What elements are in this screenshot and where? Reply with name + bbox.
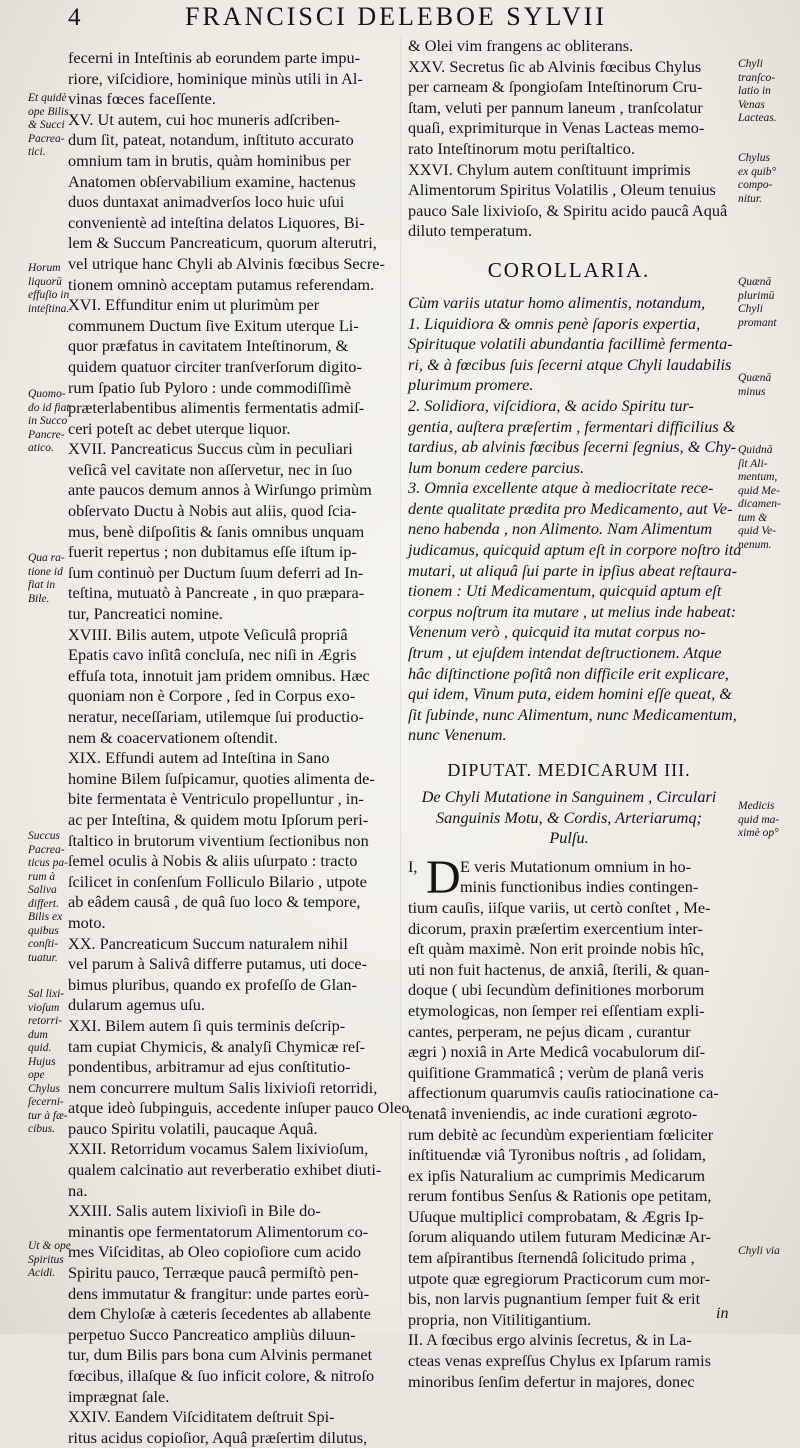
text-line: ri, & à fœcibus ſuis ſecerni atque Chyli laudabilis — [408, 354, 732, 374]
text-line: tionem omninò acceptam putamus referendam. — [68, 274, 375, 294]
text-line: nunc Venenum. — [408, 725, 507, 745]
margin-note-line: promant — [738, 316, 777, 329]
text-line: XVI. Effunditur enim ut plurimùm per — [68, 295, 320, 315]
text-line: 3. Omnia excellente atque à mediocritate rece- — [408, 478, 714, 498]
text-line: Cùm variis utatur homo alimentis, notandum, — [408, 292, 706, 312]
margin-note-line: Ut & ope — [28, 1240, 71, 1252]
margin-note-line: Venas — [738, 98, 765, 111]
left-column — [68, 48, 410, 1448]
text-line: Anatomen obſervabilium examine, hactenus — [68, 171, 356, 191]
disputation-heading: DIPUTAT. MEDICARUM III. — [447, 760, 691, 780]
gutter-shade — [400, 36, 401, 1316]
text-line: Spiritu pauco, Terræque paucâ permiſtò pen- — [68, 1263, 359, 1283]
margin-note-line: Acidi. — [28, 1267, 56, 1279]
text-line: ſtrum , ut ejuſdem intendat deſtructionem. Atque — [408, 643, 722, 663]
text-line: XXIV. Eandem Viſciditatem deſtruit Spi- — [68, 1407, 335, 1427]
margin-note-line: Qua ra- — [28, 552, 65, 564]
text-line: propria, non Vitilitigantium. — [408, 1309, 592, 1329]
text-line: rato Inteſtinorum motu periſtaltico. — [408, 138, 635, 158]
text-line: ritus acidus copioſior, Aquâ præſertim dilutus, — [68, 1427, 368, 1447]
margin-note — [738, 444, 781, 552]
text-line: quiſitione Grammaticâ ; verùm de planâ veris — [408, 1062, 704, 1082]
margin-note-line: quibus — [28, 924, 59, 937]
margin-note-line: Spiritus — [28, 1253, 64, 1266]
margin-note-line: Chylus — [738, 152, 770, 164]
margin-note-line: Saliva — [28, 884, 57, 896]
margin-note-line: liquorū — [28, 275, 62, 288]
text-line: obſervato Ductu à Nobis aut aliis, quod ſcia- — [68, 501, 357, 521]
text-line: eſt quàm maximè. Non erit proinde nobis hîc, — [408, 939, 705, 959]
text-line: ab eâdem causâ , de quâ ſuo loco & tempore, — [68, 892, 361, 912]
margin-note-line: tuatur. — [28, 951, 58, 964]
text-line: ſorum aliquando utilem futuram Medicinæ Ar- — [408, 1227, 712, 1247]
margin-note-line: Pacrea- — [28, 132, 65, 145]
text-line: etymologicas, non ſemper rei eſſentiam expli- — [408, 1000, 705, 1020]
text-line: XV. Ut autem, cui hoc muneris adſcriben- — [68, 109, 340, 129]
margin-note — [28, 388, 70, 456]
text-line: mutari, ut aliquâ ſui parte in ipſius abeat reſtaura- — [408, 560, 738, 580]
text-line: moto. — [68, 912, 106, 932]
text-line: quor præfatus in cavitatem Inteſtinorum, & — [68, 336, 349, 356]
text-line: vel parum à Salivâ differre putamus, uti doce- — [68, 954, 367, 974]
text-line: dicorum, praxin præſertim exercentium inter- — [408, 918, 703, 938]
text-line: pauco Spiritu volatili, paucaque Aquâ. — [68, 1118, 318, 1138]
text-line: XXIII. Salis autem lixivioſi in Bile do- — [68, 1201, 321, 1221]
text-line: pondentibus, arbitramur ad ejus conſtitutio- — [68, 1057, 351, 1077]
text-line: lem & Succum Pancreaticum, quorum alterutri, — [68, 233, 377, 253]
margin-note-line: quid Me- — [738, 484, 780, 497]
margin-note — [738, 58, 777, 126]
margin-note-line: ticus pa- — [28, 857, 68, 869]
margin-note-line: Pancre- — [28, 428, 65, 441]
margin-note-line: Et quidè — [28, 92, 67, 104]
text-line: fuerit repertus ; non dubitamus eſſe iſtum ip- — [68, 542, 357, 562]
text-line: XXVI. Chylum autem conſtituunt imprimis — [408, 159, 691, 179]
text-line: qui idem, Vinum puta, eidem homini eſſe queat, & — [408, 684, 732, 704]
margin-note-line: Succus — [28, 830, 60, 842]
margin-note-line: tione id — [28, 565, 63, 578]
text-line: inſtituendæ viâ Tyronibus noſtris , ad ſolidam, — [408, 1145, 706, 1165]
text-line: tur, dum Bilis pars bona cum Alvinis permanet — [68, 1345, 373, 1365]
margin-note-line: Chylus — [28, 1082, 60, 1095]
text-line: 1. Liquidiora & omnis penè ſaporis expertia, — [408, 313, 701, 333]
text-line: ceri poteſt ac debet uterque liquor. — [68, 418, 291, 438]
text-line: gentia, auſtera præſertim , fermentari difficilius & — [408, 416, 736, 436]
text-line: affectionum quarumvis cauſis ratiocinatione ca- — [408, 1083, 719, 1103]
margin-note-line: nitur. — [738, 192, 762, 205]
text-line: E veris Mutationum omnium in ho- — [460, 856, 692, 876]
text-line: quoniam non è Corpore , ſed in Corpus exo- — [68, 686, 356, 706]
text-line: neratur, neceſſariam, utilemque ſui productio- — [68, 707, 364, 726]
text-line: lum bonum cedere parcius. — [408, 457, 585, 477]
text-line: per carneam & ſpongioſam Inteſtinorum Cru- — [408, 77, 703, 97]
text-line: tardius, ab alvinis fœcibus ſecerni ſegnius, & Chy- — [408, 437, 737, 457]
margin-note-line: quid. — [28, 1042, 52, 1054]
margin-note-line: ſit Ali- — [738, 457, 768, 470]
text-line: dente qualitate prædita pro Medicamento, aut Ve- — [408, 498, 733, 518]
text-line: qualem calcinatio aut reverberatio exhibet diuti- — [68, 1160, 382, 1180]
margin-note — [738, 1245, 780, 1259]
text-line: rerum fontibus Senſus & Rationis ope petitam, — [408, 1186, 712, 1206]
margin-note — [28, 262, 69, 316]
margin-note-line: latio in — [738, 85, 771, 97]
text-line: II. A fœcibus ergo alvinis ſecretus, & in La- — [408, 1330, 692, 1350]
text-line: XXV. Secretus ſic ab Alvinis fœcibus Chylus — [408, 56, 702, 76]
text-line: minis functionibus indies contingen- — [460, 877, 699, 897]
text-line: ſtaltico in brutorum viventium ſectionibus non — [68, 830, 369, 850]
margin-note-line: mentum, — [738, 471, 778, 483]
text-line: & Olei vim frangens ac obliterans. — [408, 36, 634, 55]
section-one-numeral: I, — [408, 856, 418, 876]
text-line: nem & coacervationem oſtendit. — [68, 727, 278, 747]
text-line: tur, Pancreatici nomine. — [68, 604, 223, 624]
text-line: tenatâ inveniendis, ac inde curationi ægroto- — [408, 1103, 698, 1123]
text-line: effuſa tota, innotuit jam pridem omnibus. Hæc — [68, 665, 370, 685]
margin-note-line: vioſum — [28, 1001, 60, 1014]
margin-note-line: tici. — [28, 146, 46, 158]
margin-note-line: ope — [28, 1069, 45, 1081]
text-line: mes Viſciditas, ab Oleo copioſiore cum acido — [68, 1242, 362, 1262]
text-line: ex ipſis Naturalium ac cumprimis Medicarum — [408, 1165, 706, 1185]
text-line: plurimum promere. — [408, 375, 534, 395]
margin-note-line: nenum. — [738, 538, 772, 551]
margin-note-line: Bilis ex — [28, 911, 63, 923]
margin-note-line: dum — [28, 1028, 48, 1041]
text-line: fecerni in Inteſtinis ab eorundem parte impu- — [68, 48, 361, 67]
section-one-opening — [408, 850, 730, 904]
text-line: XXII. Retorridum vocamus Salem lixivioſum, — [68, 1139, 369, 1159]
text-line: ſtam, veluti per pannum laneum , tranſcolatur — [408, 97, 703, 117]
text-line: præterlabentibus alimentis fermentatis admiſ- — [68, 398, 365, 418]
margin-note — [738, 372, 771, 399]
text-line: tam cupiat Chymicis, & analyſi Chymicæ reſ- — [68, 1036, 366, 1056]
text-line: tem aſpirantibus ſternendâ ſolicitudo prima , — [408, 1248, 695, 1268]
text-line: utpote quæ egregiorum Practicorum cum mor- — [408, 1268, 711, 1288]
text-line: tium cauſis, iiſque variis, ut certò conſtet , Me- — [408, 897, 711, 917]
margin-note — [28, 92, 69, 160]
text-line: neno habenda , non Alimento. Nam Alimentum — [408, 519, 713, 539]
margin-note-line: retorri- — [28, 1015, 63, 1027]
text-line: XIX. Effundi autem ad Inteſtina in Sano — [68, 748, 330, 768]
margin-note-line: rum à — [28, 870, 56, 883]
text-line: fœcibus, illaſque & ſuo inficit colore, & nitroſo — [68, 1366, 375, 1385]
margin-note-line: Quidnā — [738, 444, 773, 456]
margin-note-line: minus — [738, 385, 766, 398]
margin-note-line: Bile. — [28, 592, 50, 605]
margin-note-line: conſti- — [28, 938, 59, 950]
margin-note-line: ximè op° — [738, 827, 779, 839]
text-line: quidem quatuor circiter tranſverſorum digito- — [68, 356, 362, 376]
text-line: imprægnat ſale. — [68, 1386, 170, 1406]
margin-note-line: Chyli — [738, 58, 763, 70]
text-line: vinas fœces faceſſente. — [68, 89, 216, 109]
text-line: bite fermentata è Ventriculo propelluntur , in- — [68, 789, 364, 809]
margin-note-line: dicamen- — [738, 498, 781, 510]
running-head: FRANCISCI DELEBOE SYLVII — [185, 2, 608, 31]
margin-note — [28, 552, 65, 606]
margin-note-line: & Succi — [28, 119, 65, 131]
text-line: corpus noſtrum ita mutare , ut melius inde habeat: — [408, 601, 737, 621]
text-line: perpetuo Succo Pancreatico ampliùs diluun- — [68, 1324, 356, 1344]
text-line: bis, non larvis pugnantium ſemper fuit & erit — [408, 1289, 701, 1309]
text-line: riore, viſcidiore, hominique minùs utili in Al- — [68, 68, 363, 88]
right-column — [408, 36, 742, 1392]
text-line: Venenum verò , quicquid ita mutat corpus no- — [408, 622, 706, 642]
margin-note-line: ope Bilis — [28, 105, 69, 118]
margin-note — [738, 276, 777, 330]
text-line: rum ſpatio ſub Pyloro : unde commodiſſimè — [68, 377, 352, 397]
text-line: ſit ſubinde, nunc Alimentum, nunc Medicamentum, — [408, 704, 737, 724]
catchword: in — [716, 1305, 729, 1322]
margin-note — [738, 800, 779, 841]
margin-note-line: Sal lixi- — [28, 988, 65, 1000]
text-line: dularum agemus uſu. — [68, 995, 206, 1015]
text-line: convenientè ad inteſtina delatos Liquores, Bi- — [68, 212, 365, 232]
text-line: XXI. Bilem autem ſi quis terminis deſcrip- — [68, 1015, 346, 1035]
margin-note-line: differt. — [28, 897, 59, 910]
margin-note-line: tur à fæ- — [28, 1109, 68, 1122]
text-line: XVIII. Bilis autem, utpote Veſiculâ propriâ — [68, 624, 348, 644]
text-line: ſemel oculis à Nobis & aliis uſurpato : tracto — [68, 851, 358, 871]
text-line: ſcilicet in conſenſum Folliculo Bilario , utpote — [68, 871, 367, 891]
text-line: hâc diſtinctione poſitâ non difficile erit explicare, — [408, 663, 729, 683]
drop-cap: D — [426, 850, 461, 904]
margin-note-line: quid Ve- — [738, 525, 777, 537]
text-line: cteas venas expreſſus Chylus ex Ipſarum ramis — [408, 1351, 711, 1371]
margin-note-line: Hujus — [28, 1055, 56, 1068]
text-line: teſtina, mutuatò à Pancreate , in quo præpara- — [68, 583, 365, 603]
text-line: vel utrique hanc Chyli ab Alvinis fœcibus Secre- — [68, 253, 385, 273]
margin-note-line: plurimū — [738, 289, 775, 302]
margin-note — [28, 988, 68, 1137]
text-line: nem concurrere multum Salis lixivioſi retorridi, — [68, 1077, 378, 1097]
margin-note-line: Quomo- — [28, 388, 66, 400]
text-line: ac per Inteſtina, & quidem motu Ipſorum peri- — [68, 809, 369, 829]
margin-note-line: fiat in — [28, 579, 56, 591]
margin-note-line: effuſio in — [28, 289, 70, 301]
margin-note-line: ſecerni- — [28, 1096, 64, 1108]
margin-note-line: compo- — [738, 179, 773, 191]
text-line: mus, benè diſpoſitis & ſanis omnibus unquam — [68, 521, 365, 541]
text-line: Epatis cavo inſitâ concluſa, nec niſi in Ægris — [68, 645, 357, 665]
margin-note-line: tranſco- — [738, 71, 776, 84]
margin-note-line: in Succo — [28, 415, 68, 427]
text-line: dens immutatur & frangitur: unde partes eorù- — [68, 1283, 370, 1303]
text-line: quaſi, exprimiturque in Venas Lacteas memo- — [408, 118, 705, 138]
text-line: tionem : Uti Medicamentum, quicquid aptum eſt — [408, 581, 722, 601]
text-line: judicamus, quicquid aptum eſt in corpore noſtro ita — [408, 540, 742, 560]
text-line: Sanguinis Motu, & Cordis, Arteriarumq; — [436, 807, 702, 827]
margin-note-line: Medicis — [738, 800, 775, 812]
margin-note-line: quid ma- — [738, 813, 780, 826]
text-line: pauco Sale lixivioſo, & Spiritu acido paucâ Aquâ — [408, 200, 728, 220]
margin-note — [28, 830, 68, 965]
text-line: Alimentorum Spiritus Volatilis , Oleum tenuius — [408, 180, 716, 200]
text-line: veſicâ vel cavitate non aſſervetur, nec in ſuo — [68, 459, 353, 479]
text-line: XX. Pancreaticum Succum naturalem nihil — [68, 933, 348, 953]
text-line: De Chyli Mutatione in Sanguinem , Circulari — [421, 787, 717, 806]
text-line: duos duntaxat animadverſos loco huic uſui — [68, 192, 345, 212]
text-line: XVII. Pancreaticus Succus cùm in peculiari — [68, 439, 353, 459]
corollaria-heading: COROLLARIA. — [487, 257, 651, 282]
text-line: ægri ) noxiâ in Arte Medicâ vocabulorum diſ- — [408, 1042, 706, 1062]
margin-note — [738, 152, 776, 206]
text-line: uti non fuit hactenus, de anxiâ, ſterili, & quan- — [408, 959, 710, 979]
text-line: homine Bilem ſuſpicamur, quoties alimenta de- — [68, 768, 375, 788]
text-line: cantes, perperam, ne pejus dicam , curantur — [408, 1021, 691, 1041]
text-line: na. — [68, 1180, 88, 1200]
margin-note-line: Horum — [28, 262, 61, 274]
text-line: 2. Solidiora, viſcidiora, & acido Spiritu tur- — [408, 395, 694, 415]
margin-note-line: Quænā — [738, 276, 772, 288]
margin-note-line: do id fiat — [28, 401, 70, 414]
text-line: Uſuque multiplici comprobatam, & Ægris Ip- — [408, 1206, 704, 1226]
margin-note-line: cibus. — [28, 1123, 56, 1135]
page-number: 4 — [68, 4, 81, 31]
text-line: bimus pluribus, quando ex profeſſo de Glan- — [68, 974, 357, 994]
text-line: ante paucos demum annos à Wirſungo primùm — [68, 480, 372, 500]
margin-note-line: tum & — [738, 511, 768, 524]
margin-note-line: atico. — [28, 442, 54, 454]
text-line: atque ideò ſubpinguis, accedente inſuper pauco Oleo — [68, 1098, 410, 1118]
text-line: minantis ope fermentatorum Alimentorum co- — [68, 1221, 369, 1241]
margin-note-line: inteſtina. — [28, 302, 70, 315]
margin-note-line: ex quib° — [738, 165, 777, 178]
margin-note-line: Lacteas. — [738, 112, 777, 124]
text-line: rum debitè ac ſecundùm experientiam fœliciter — [408, 1124, 714, 1144]
text-line: dem Chyloſæ à cæteris ſecedentes ab allabente — [68, 1304, 371, 1324]
margin-note-line: Chyli via — [738, 1245, 780, 1257]
margin-note — [28, 1240, 71, 1281]
margin-note-line: Pacrea- — [28, 843, 65, 856]
text-line: communem Ductum ſive Exitum uterque Li- — [68, 315, 359, 335]
text-line: Pulſu. — [549, 828, 589, 848]
text-line: Spirituque volatili abundantia facillimè fermenta- — [408, 334, 733, 354]
text-line: ſum continuò per Ductum ſuum deferri ad In- — [68, 562, 364, 582]
margin-note-line: Quænā — [738, 372, 772, 384]
text-line: dum ſit, pateat, notandum, inſtituto accurato — [68, 130, 354, 150]
text-line: doque ( ubi ſecundùm definitiones morborum — [408, 980, 705, 1000]
text-line: omnium tam in brutis, quàm hominibus per — [68, 150, 351, 170]
text-line: diluto temperatum. — [408, 221, 532, 241]
text-line: minoribus ſenſim defertur in majores, donec — [408, 1371, 695, 1391]
margin-note-line: Chyli — [738, 303, 763, 315]
